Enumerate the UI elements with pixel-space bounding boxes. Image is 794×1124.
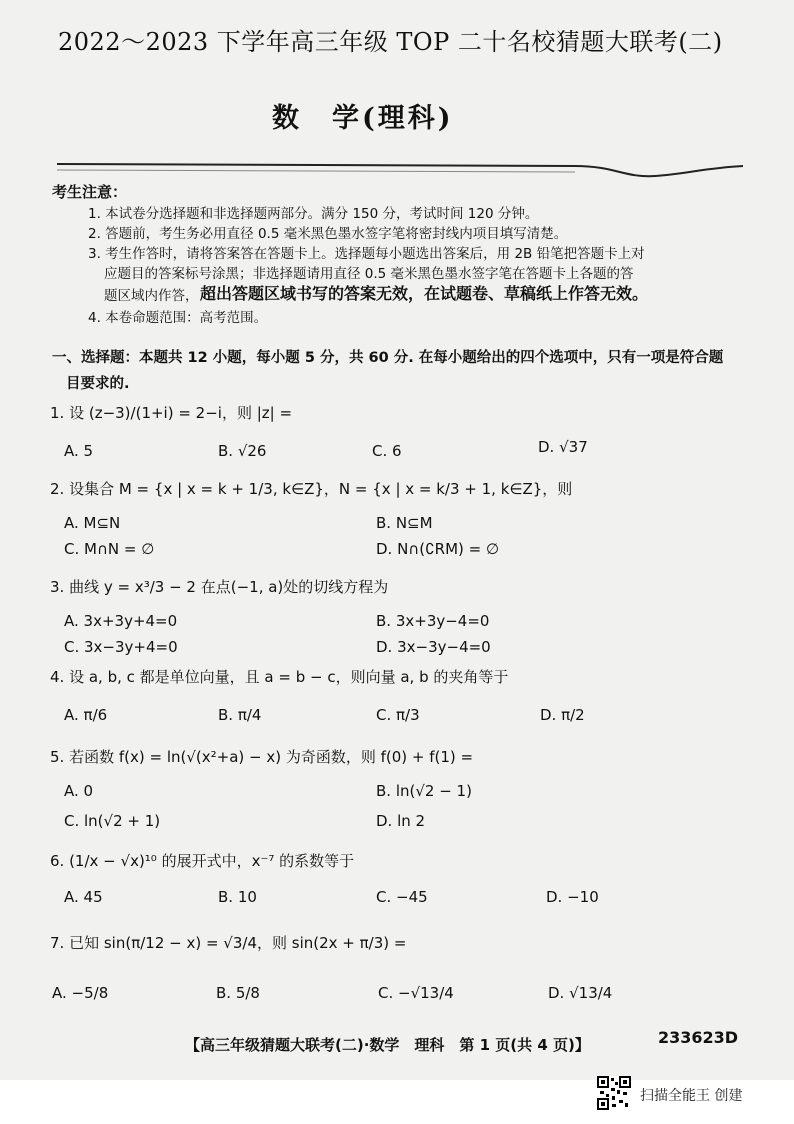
q7-option-c: C. −√13/4 (378, 984, 454, 1002)
qr-code-icon (597, 1076, 631, 1110)
question-2: 2. 设集合 M = {x | x = k + 1/3, k∈Z}，N = {x | x = k/3 + 1, k∈Z}，则 (50, 480, 573, 498)
notice-item-3-cont2: 题区域内作答， (104, 288, 199, 304)
subject-title: 数 学(理科) (272, 103, 454, 134)
q4-option-d: D. π/2 (540, 706, 585, 724)
q2-option-d: D. N∩(∁RM) = ∅ (376, 540, 500, 558)
q7-option-a: A. −5/8 (52, 984, 109, 1002)
section-heading-cont: 目要求的. (66, 376, 130, 392)
q5-option-a: A. 0 (64, 782, 94, 800)
q4-option-b: B. π/4 (218, 706, 262, 724)
exam-title: 2022～2023 下学年高三年级 TOP 二十名校猜题大联考(二) (58, 28, 723, 56)
q4-option-c: C. π/3 (376, 706, 420, 724)
scanner-label: 扫描全能王 创建 (640, 1088, 743, 1104)
q2-option-b: B. N⊆M (376, 514, 433, 532)
q3-option-a: A. 3x+3y+4=0 (64, 612, 178, 630)
q6-option-b: B. 10 (218, 888, 257, 906)
q1-option-b: B. √26 (218, 442, 267, 460)
q7-option-b: B. 5/8 (216, 984, 260, 1002)
q1-option-d: D. √37 (538, 438, 588, 456)
notice-item-4: 4. 本卷命题范围：高考范围。 (88, 310, 268, 326)
notice-item-3: 3. 考生作答时，请将答案答在答题卡上。选择题每小题选出答案后，用 2B 铅笔把答题卡上对 (88, 246, 645, 262)
q2-option-a: A. M⊆N (64, 514, 121, 532)
q6-option-a: A. 45 (64, 888, 103, 906)
section-heading: 一、选择题：本题共 12 小题，每小题 5 分，共 60 分. 在每小题给出的四个选项中，只有一项是符合题 (52, 350, 724, 366)
notice-item-3-cont: 应题目的答案标号涂黑；非选择题请用直径 0.5 毫米黑色墨水签字笔在答题卡上各题的答 (104, 266, 634, 282)
q7-option-d: D. √13/4 (548, 984, 613, 1002)
question-3: 3. 曲线 y = x³/3 − 2 在点(−1, a)处的切线方程为 (50, 578, 389, 596)
notice-item-2: 2. 答题前，考生务必用直径 0.5 毫米黑色墨水签字笔将密封线内项目填写清楚。 (88, 226, 568, 242)
q4-option-a: A. π/6 (64, 706, 108, 724)
exam-code: 233623D (658, 1028, 739, 1047)
q1-option-c: C. 6 (372, 442, 402, 460)
header-divider (55, 150, 745, 184)
q3-option-b: B. 3x+3y−4=0 (376, 612, 490, 630)
notice-title: 考生注意： (52, 183, 128, 201)
notice-item-3-bold: 超出答题区域书写的答案无效，在试题卷、草稿纸上作答无效。 (200, 284, 649, 303)
page-footer: 【高三年级猜题大联考(二)·数学 理科 第 1 页(共 4 页)】 (185, 1036, 590, 1054)
question-5: 5. 若函数 f(x) = ln(√(x²+a) − x) 为奇函数，则 f(0) + f(1) = (50, 748, 474, 766)
question-7: 7. 已知 sin(π/12 − x) = √3/4，则 sin(2x + π/3) = (50, 934, 407, 952)
question-4: 4. 设 a, b, c 都是单位向量，且 a = b − c，则向量 a, b 的夹角等于 (50, 668, 509, 686)
notice-item-1: 1. 本试卷分选择题和非选择题两部分。满分 150 分，考试时间 120 分钟。 (88, 206, 539, 222)
question-1: 1. 设 (z−3)/(1+i) = 2−i，则 |z| = (50, 404, 293, 422)
q3-option-c: C. 3x−3y+4=0 (64, 638, 178, 656)
q1-option-a: A. 5 (64, 442, 94, 460)
q5-option-c: C. ln(√2 + 1) (64, 812, 161, 830)
q5-option-b: B. ln(√2 − 1) (376, 782, 472, 800)
q2-option-c: C. M∩N = ∅ (64, 540, 155, 558)
q3-option-d: D. 3x−3y−4=0 (376, 638, 491, 656)
q6-option-c: C. −45 (376, 888, 428, 906)
q5-option-d: D. ln 2 (376, 812, 426, 830)
question-6: 6. (1/x − √x)¹⁰ 的展开式中，x⁻⁷ 的系数等于 (50, 852, 355, 870)
q6-option-d: D. −10 (546, 888, 599, 906)
